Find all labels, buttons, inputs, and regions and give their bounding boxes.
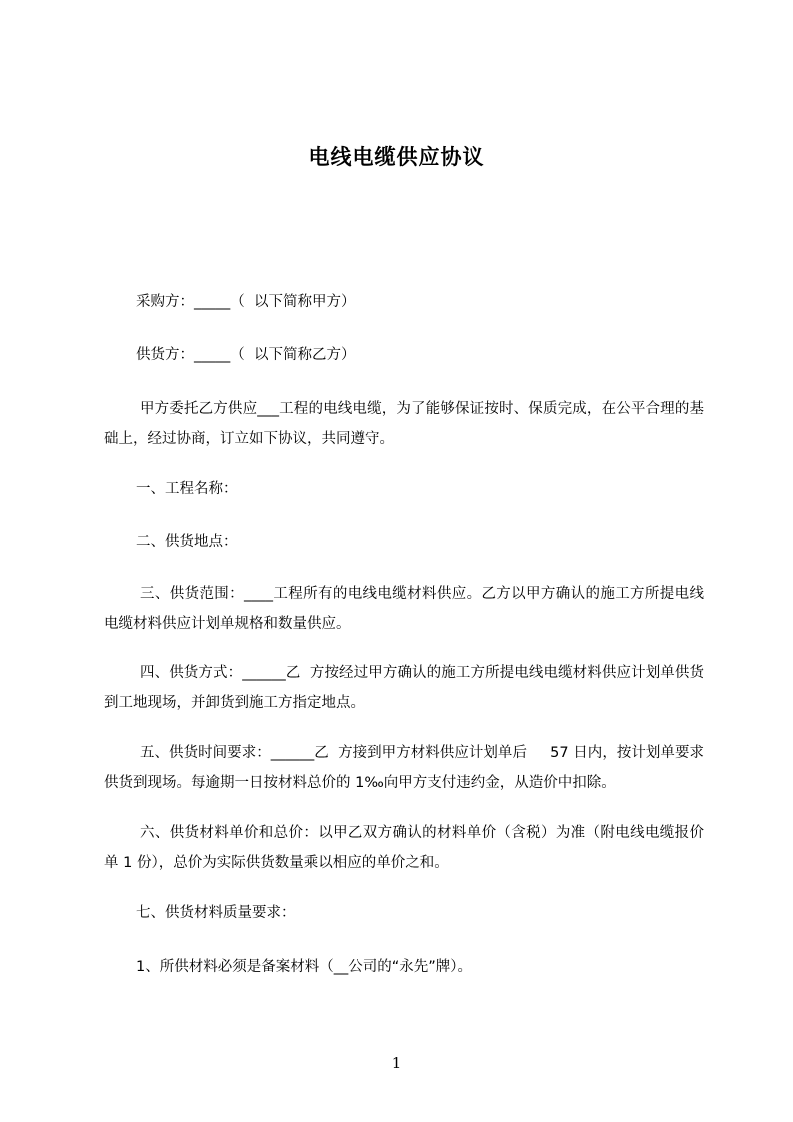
- paragraph-project-name: 一、工程名称：: [136, 481, 238, 497]
- document-title: 电线电缆供应协议: [308, 145, 485, 169]
- paragraph-delivery-location: 二、供货地点：: [136, 534, 238, 550]
- page-number: 1: [391, 1054, 402, 1072]
- paragraph-purchaser: 采购方：_____（ 以下简称甲方）: [136, 294, 356, 310]
- paragraph-quality-heading: 七、供货材料质量要求：: [136, 905, 296, 921]
- paragraph-delivery-time: 五、供货时间要求：______乙 方接到甲方材料供应计划单后 57 日内，按计划单要求供货到现场。每逾期一日按材料总价的 1‰向甲方支付违约金，从造价中扣除。: [104, 745, 704, 791]
- paragraph-intro: 甲方委托乙方供应___工程的电线电缆，为了能够保证按时、保质完成，在公平合理的基础上，经过协商，订立如下协议，共同遵守。: [104, 401, 704, 447]
- paragraph-quality-item-1: 1、所供材料必须是备案材料（__公司的“永先”牌）。: [136, 959, 472, 975]
- paragraph-supply-method: 四、供货方式：______乙 方按经过甲方确认的施工方所提电线电缆材料供应计划单供货到工地现场，并卸货到施工方指定地点。: [104, 665, 704, 711]
- paragraph-price: 六、供货材料单价和总价：以甲乙双方确认的材料单价（含税）为准（附电线电缆报价单 1 份），总价为实际供货数量乘以相应的单价之和。: [104, 825, 704, 871]
- paragraph-supplier: 供货方：_____（ 以下简称乙方）: [136, 347, 356, 363]
- paragraph-supply-scope: 三、供货范围：____工程所有的电线电缆材料供应。乙方以甲方确认的施工方所提电线电缆材料供应计划单规格和数量供应。: [104, 586, 704, 632]
